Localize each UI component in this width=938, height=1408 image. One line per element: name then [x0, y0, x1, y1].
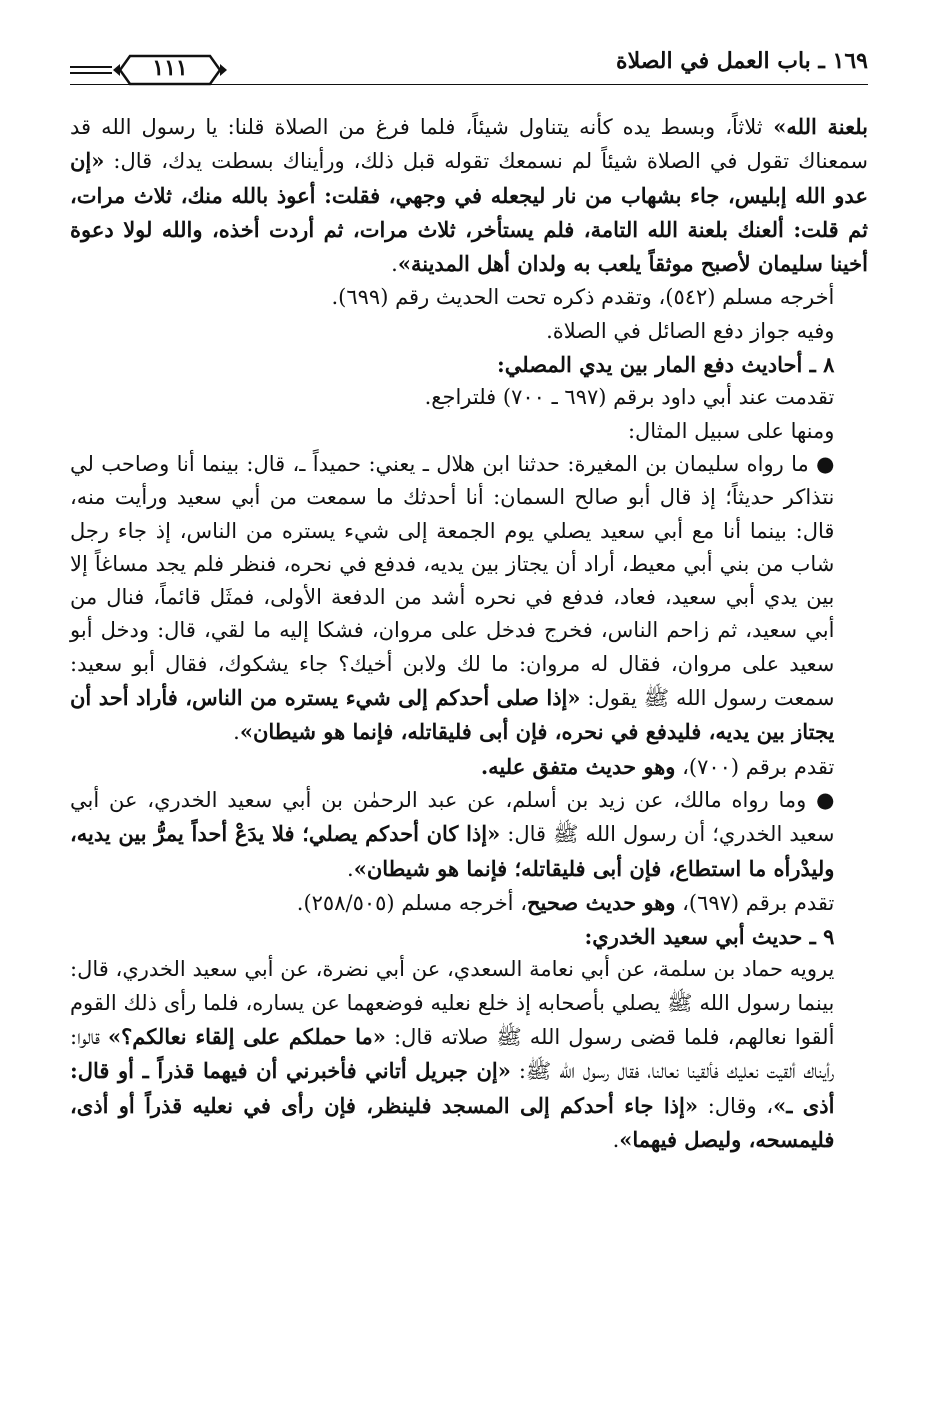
paragraph [70, 415, 868, 448]
paragraph [70, 110, 868, 281]
paragraph [70, 381, 868, 414]
bold-text-run: «إن عدو الله إبليس، جاء بشهاب من نار ليجعله في وجهي، فقلت: أعوذ بالله منك، ثلاث مرات، ثم قلت: ألعنك بلعنة الله التامة، فلم يستأخر، ثلاث مرات، ثم أردت أخذه، والله لولا دعوة أخينا سليمان لأصبح موثقاً يلعب به ولدان أهل المدينة» [70, 148, 868, 277]
text-run: . [233, 720, 240, 745]
paragraph [70, 784, 868, 886]
paragraph [70, 281, 868, 314]
text-run: تقدمت عند أبي داود برقم (٦٩٧ ـ ٧٠٠) فلتراجع. [424, 385, 835, 410]
bold-text-run: بلعنة الله» [762, 114, 868, 139]
text-run: ، أخرجه مسلم (٢٥٨/٥٠٥). [296, 890, 527, 915]
bold-text-run: «إذا كان أحدكم يصلي؛ فلا يدَعْ أحداً يمرُّ بين يديه، وليدْرأه ما استطاع، فإن أبى فليقاتله؛ فإنما هو شيطان» [70, 821, 835, 881]
text-run: يرويه حماد بن سلمة، عن أبي نعامة السعدي، عن أبي نضرة، عن أبي سعيد الخدري، قال: بينما رسول الله ﷺ يصلي بأصحابه إذ خلع نعليه فوضعهما عن يساره، فلما رأى ذلك القوم ألقوا نعالهم، فلما قضى رسول الله ﷺ صلاته قال: [70, 957, 835, 1050]
bold-text-run: وهو حديث صحيح [526, 889, 676, 915]
page-number: ١١١ [152, 55, 188, 81]
text-run: ● وما رواه مالك، عن زيد بن أسلم، عن عبد الرحمٰن بن أبي سعيد الخدري، عن أبي سعيد الخدري؛ أن رسول الله ﷺ قال: [70, 787, 835, 847]
text-run: ، وقال: [698, 1093, 774, 1118]
text-run: ● ما رواه سليمان بن المغيرة: حدثنا ابن هلال ـ يعني: حميداً ـ، قال: بينما أنا وصاحب لي نتذاكر حديثاً؛ إذ قال أبو صالح السمان: أنا أحدثك ما سمعت من أبي سعيد ورأيت منه، قال: بينما أنا مع أبي سعيد يصلي يوم الجمعة إلى شيء يستره من الناس، إذ جاء رجل شاب من بني أبي معيط، أراد أن يجتاز بين يديه، فدفع في نحره، فنظر فلم يجد مساغاً إلا بين يدي أبي سعيد، فعاد، فدفع في نحره أشد من الدفعة الأولى، فمثَل قائماً، فنال من أبي سعيد، ثم زاحم الناس، فخرج فدخل على مروان، فشكا إليه ما لقي، قال: ودخل أبو سعيد على مروان، فقال له مروان: ما لك ولابن أخيك؟ جاء يشكوك، فقال أبو سعيد: سمعت رسول الله ﷺ يقول: [70, 451, 835, 711]
page-body [70, 110, 868, 1157]
text-run: قالوا: رأيناك ألقيت نعليك فألقينا نعالنا، فقال رسول الله ﷺ: [70, 1025, 835, 1084]
bold-text-run: ٩ ـ حديث أبي سعيد الخدري: [584, 924, 835, 950]
paragraph [70, 315, 868, 348]
bold-text-run: «ما حملكم على إلقاء نعالكم؟» [108, 1024, 386, 1050]
paragraph [70, 886, 868, 920]
text-run: . [612, 1127, 620, 1152]
bold-text-run: «إذا جاء أحدكم إلى المسجد فلينظر، فإن رأى في نعليه قذراً أو أذى، فليمسحه، وليصل فيهما» [70, 1092, 835, 1152]
section-heading [70, 348, 868, 381]
page-header [70, 44, 868, 92]
text-run: تقدم برقم (٧٠٠)، [675, 754, 835, 779]
text-run: . [347, 856, 354, 881]
section-heading [70, 920, 868, 953]
text-run: أخرجه مسلم (٥٤٢)، وتقدم ذكره تحت الحديث رقم (٦٩٩). [331, 285, 835, 310]
text-run: تقدم برقم (٦٩٧)، [675, 890, 835, 915]
paragraph [70, 448, 868, 750]
page-number-ornament [70, 50, 270, 86]
text-run: وفيه جواز دفع الصائل في الصلاة. [546, 318, 835, 343]
paragraph [70, 953, 868, 1157]
bold-text-run: «إذا صلى أحدكم إلى شيء يستره من الناس، فأراد أحد أن يجتاز بين يديه، فليدفع في نحره، فإن أبى فليقاتله، فإنما هو شيطان» [70, 685, 835, 745]
running-title: ١٦٩ ـ باب العمل في الصلاة [616, 48, 868, 74]
text-run: ثلاثاً، وبسط يده كأنه يتناول شيئاً، فلما فرغ من الصلاة قلنا: يا رسول الله قد سمعناك تقول في الصلاة شيئاً لم نسمعك تقوله قبل ذلك، ورأيناك بسطت يدك، قال: [70, 115, 868, 174]
paragraph [70, 750, 868, 784]
bold-text-run: ٨ ـ أحاديث دفع المار بين يدي المصلي: [497, 352, 835, 378]
text-run: . [391, 252, 398, 277]
bold-text-run: وهو حديث متفق عليه. [480, 753, 676, 779]
bold-text-run: «إن جبريل أتاني فأخبرني أن فيهما قذراً ـ أو قال: أذى ـ» [70, 1058, 835, 1118]
text-run: ومنها على سبيل المثال: [627, 418, 835, 443]
